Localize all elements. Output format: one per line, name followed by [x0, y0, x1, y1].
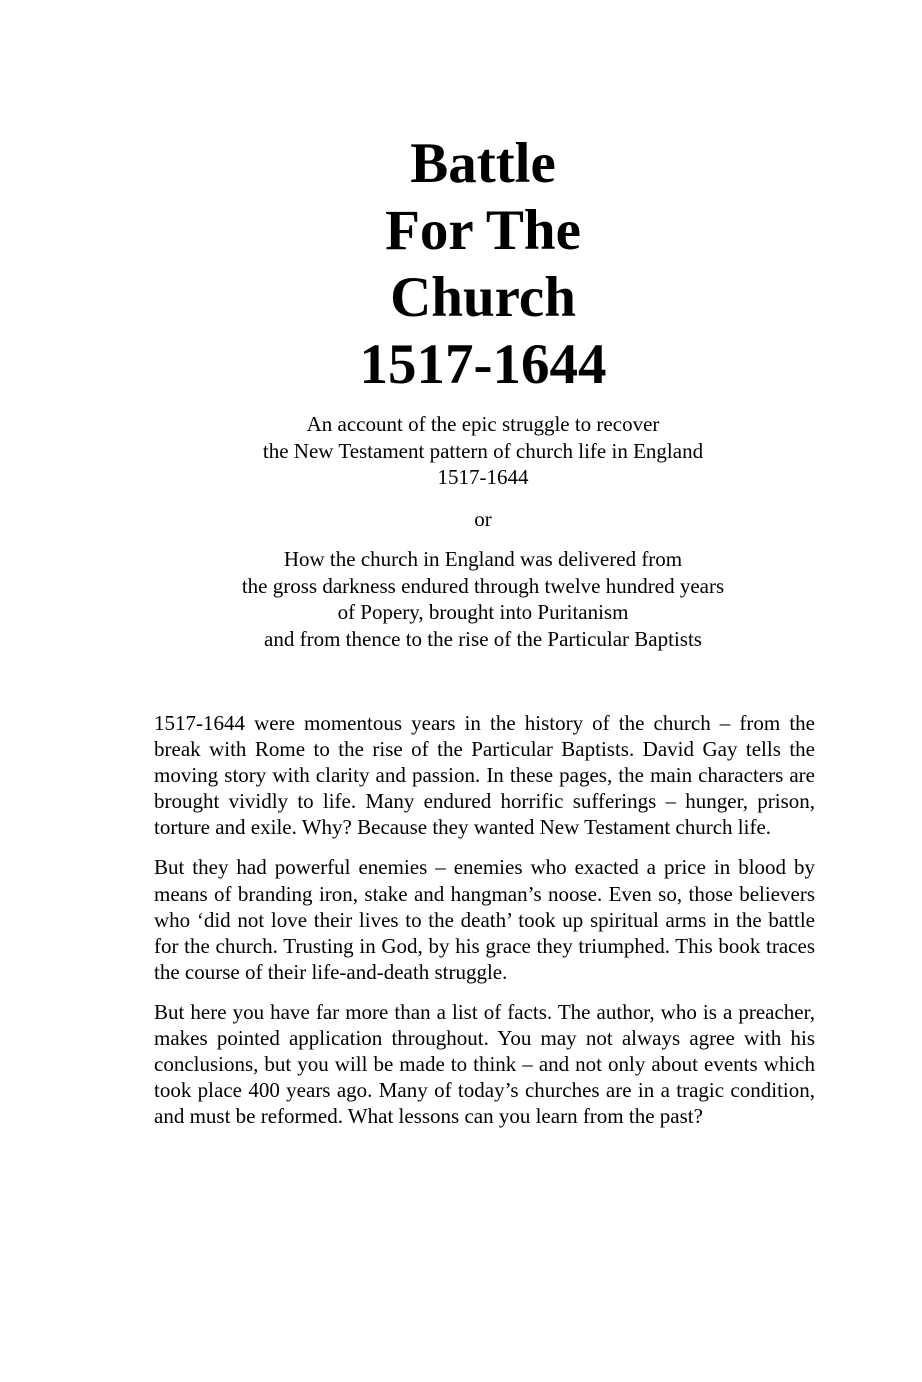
blurb-paragraph: But they had powerful enemies – enemies who exacted a price in blood by means of branding iron, stake and hangman’s noose. Even so, those believers who ‘did not love their lives to the death’ took up spiritual arms in the battle for the church. Trusting in God, by his grace they triumphed. This book traces the course of their life-and-death struggle. [154, 855, 815, 984]
title-line: For The [385, 199, 581, 262]
alt-subtitle-line: of Popery, brought into Puritanism [337, 600, 629, 624]
title-line: Battle [410, 132, 556, 195]
title-line: Church [390, 266, 576, 329]
title-line: 1517-1644 [359, 333, 607, 396]
book-subtitle [0, 411, 922, 652]
subtitle-or: or [474, 506, 492, 531]
subtitle-line: An account of the epic struggle to recover [306, 412, 660, 436]
book-title [0, 130, 922, 398]
blurb-paragraph: But here you have far more than a list of facts. The author, who is a preacher, makes pointed application throughout. You may not always agree with his conclusions, but you will be made to think – and not only about events which took place 400 years ago. Many of today’s churches are in a tragic condition, and must be reformed. What lessons can you learn from the past? [154, 999, 815, 1129]
subtitle-line: the New Testament pattern of church life in England [262, 438, 704, 463]
alt-subtitle-line: How the church in England was delivered from [283, 547, 683, 571]
blurb-paragraph: 1517-1644 were momentous years in the history of the church – from the break with Rome to the rise of the Particular Baptists. David Gay tells the moving story with clarity and passion. In these pages, the main characters are brought vividly to life. Many endured horrific sufferings – hunger, prison, torture and exile. Why? Because they wanted New Testament church life. [154, 711, 815, 840]
subtitle-line: 1517-1644 [437, 465, 529, 489]
alt-subtitle-line: and from thence to the rise of the Particular Baptists [264, 626, 702, 651]
blurb [154, 710, 815, 1143]
alt-subtitle-line: the gross darkness endured through twelve hundred years [241, 573, 725, 598]
